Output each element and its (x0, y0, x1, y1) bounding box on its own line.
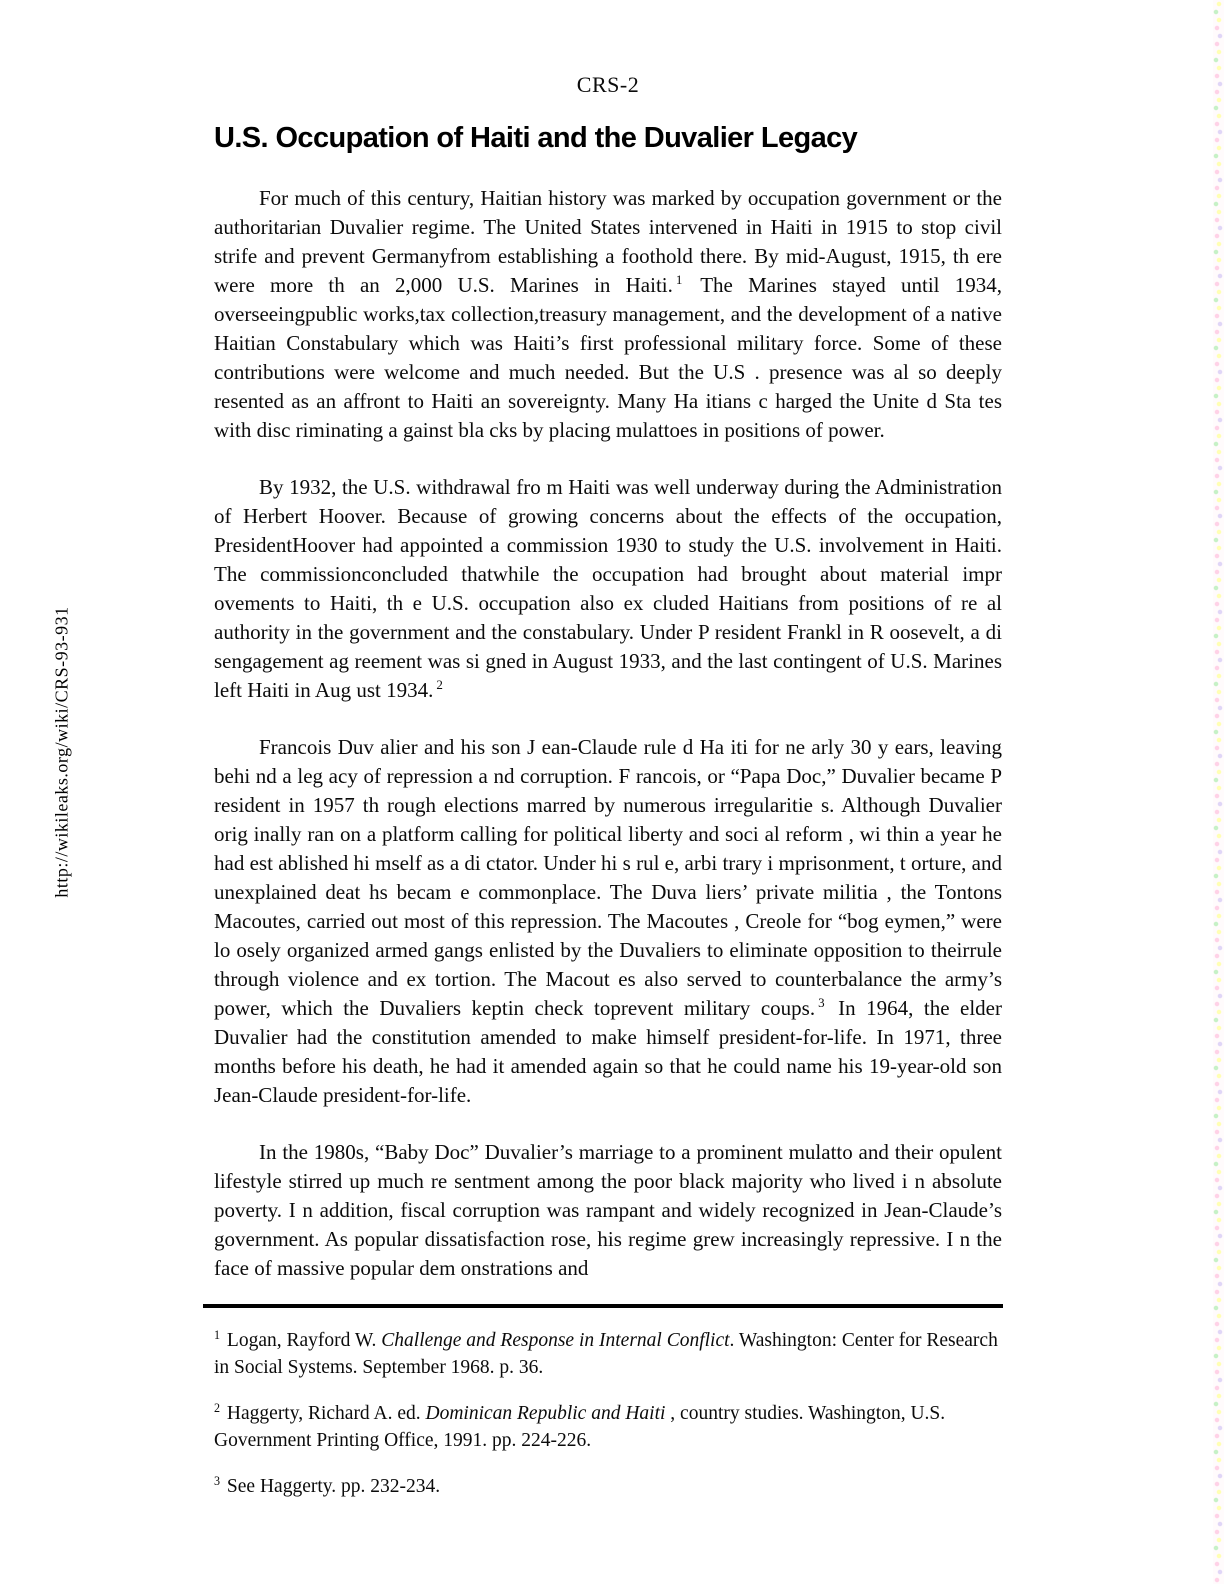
footnote-citation-title: Dominican Republic and Haiti (425, 1403, 666, 1424)
footnote-text: . Washington: Center for Research in Social Systems. September 1968. p. 36. (214, 1330, 998, 1378)
document-title: U.S. Occupation of Haiti and the Duvalier Legacy (214, 122, 858, 155)
body-paragraph-1 (214, 184, 1002, 445)
footnote-citation-title: Challenge and Response in Internal Conflict (381, 1330, 730, 1351)
footnote-number-3: 3 (214, 1473, 221, 1488)
paragraph-text: Francois Duv alier and his son J ean-Claude rule d Ha iti for ne arly 30 y ears, leaving behi nd a leg acy of repression a nd corruption. F rancois, or “Papa Doc,” Duvalier became P resident in 1957 th rough elections marred by numerous irregularitie s. Although Duvalier orig inally ran on a platform calling for political liberty and soci al reform , wi thin a year he had est ablished hi mself as a di ctator. Under hi s rul e, arbi trary i mprisonment, t orture, and unexplained deat hs becam e commonplace. The Duva liers’ private militia , the Tontons Macoutes, carried out most of this repression. The Macoutes , Creole for “bog eymen,” were lo osely organized armed gangs enlisted by the Duvaliers to eliminate opposition to theirrule through violence and ex tortion. The Macout es also served to counterbalance the army’s power, which the Duvaliers keptin check toprevent military coups. (214, 735, 1002, 1021)
footnote-text: , country studies. Washington, U.S. Government Printing Office, 1991. pp. 224-226. (214, 1403, 946, 1451)
footnote-ref-3: 3 (818, 995, 825, 1011)
footnote-number-1: 1 (214, 1327, 221, 1342)
paragraph-text: In the 1980s, “Baby Doc” Duvalier’s marriage to a prominent mulatto and their opulent lifestyle stirred up much re sentment among the poor black majority who lived i n absolute poverty. I n addition, fiscal corruption was rampant and widely recognized in Jean-Claude’s government. As popular dissatisfaction rose, his regime grew increasingly repressive. I n the face of massive popular dem onstrations and (214, 1140, 1002, 1281)
paragraph-text: For much of this century, Haitian history was marked by occupation government or the authoritarian Duvalier regime. The United States intervened in Haiti in 1915 to stop civil strife and prevent Germanyfrom establishing a foothold there. By mid-August, 1915, th ere were more th an 2,000 U.S. Marines in Haiti. (214, 186, 1002, 298)
footnote-text: See Haggerty. pp. 232-234. (222, 1476, 441, 1497)
decorative-edge-pattern (1213, 0, 1224, 1584)
paragraph-text: By 1932, the U.S. withdrawal fro m Haiti was well underway during the Administration of Herbert Hoover. Because of growing concerns about the effects of the occupation, PresidentHoover had appointed a commission 1930 to study the U.S. involvement in Haiti. The commissionconcluded thatwhile the occupation had brought about material impr ovements to Haiti, th e U.S. occupation also ex cluded Haitians from positions of re al authority in the government and the constabulary. Under P resident Frankl in R oosevelt, a di sengagement ag reement was si gned in August 1933, and the last contingent of U.S. Marines left Haiti in Aug ust 1934. (214, 475, 1002, 703)
footnote-ref-1: 1 (675, 272, 683, 288)
footnote-text: Haggerty, Richard A. ed. (222, 1403, 426, 1424)
paragraph-text: The Marines stayed until 1934, overseeingpublic works,tax collection,treasury management, and the development of a native Haitian Constabulary which was Haiti’s first professional military force. Some of these contributions were welcome and much needed. But the U.S . presence was al so deeply resented as an affront to Haiti an sovereignty. Many Ha itians c harged the Unite d Sta tes with disc riminating a gainst bla cks by placing mulattoes in positions of power. (214, 273, 1002, 443)
footnote-text: Logan, Rayford W. (222, 1330, 382, 1351)
paragraph-text: In 1964, the elder Duvalier had the constitution amended to make himself president-for-life. In 1971, three months before his death, he had it amended again so that he could name his 19-year-old son Jean-Claude president-for-life. (214, 996, 1002, 1108)
body-paragraph-3 (214, 733, 1002, 1110)
body-paragraph-4 (214, 1138, 1002, 1283)
footnote-2 (214, 1400, 1003, 1454)
footnote-1 (214, 1327, 1003, 1381)
wikileaks-url-watermark: http://wikileaks.org/wiki/CRS-93-931 (51, 606, 72, 898)
footnote-3 (214, 1473, 1003, 1500)
footnote-number-2: 2 (214, 1400, 221, 1415)
body-paragraph-2 (214, 473, 1002, 705)
document-content (214, 72, 1002, 1283)
page-number-header: CRS-2 (576, 72, 640, 97)
footnotes-section (203, 1304, 1003, 1500)
footnote-separator (203, 1304, 1003, 1308)
footnote-ref-2: 2 (436, 677, 443, 693)
